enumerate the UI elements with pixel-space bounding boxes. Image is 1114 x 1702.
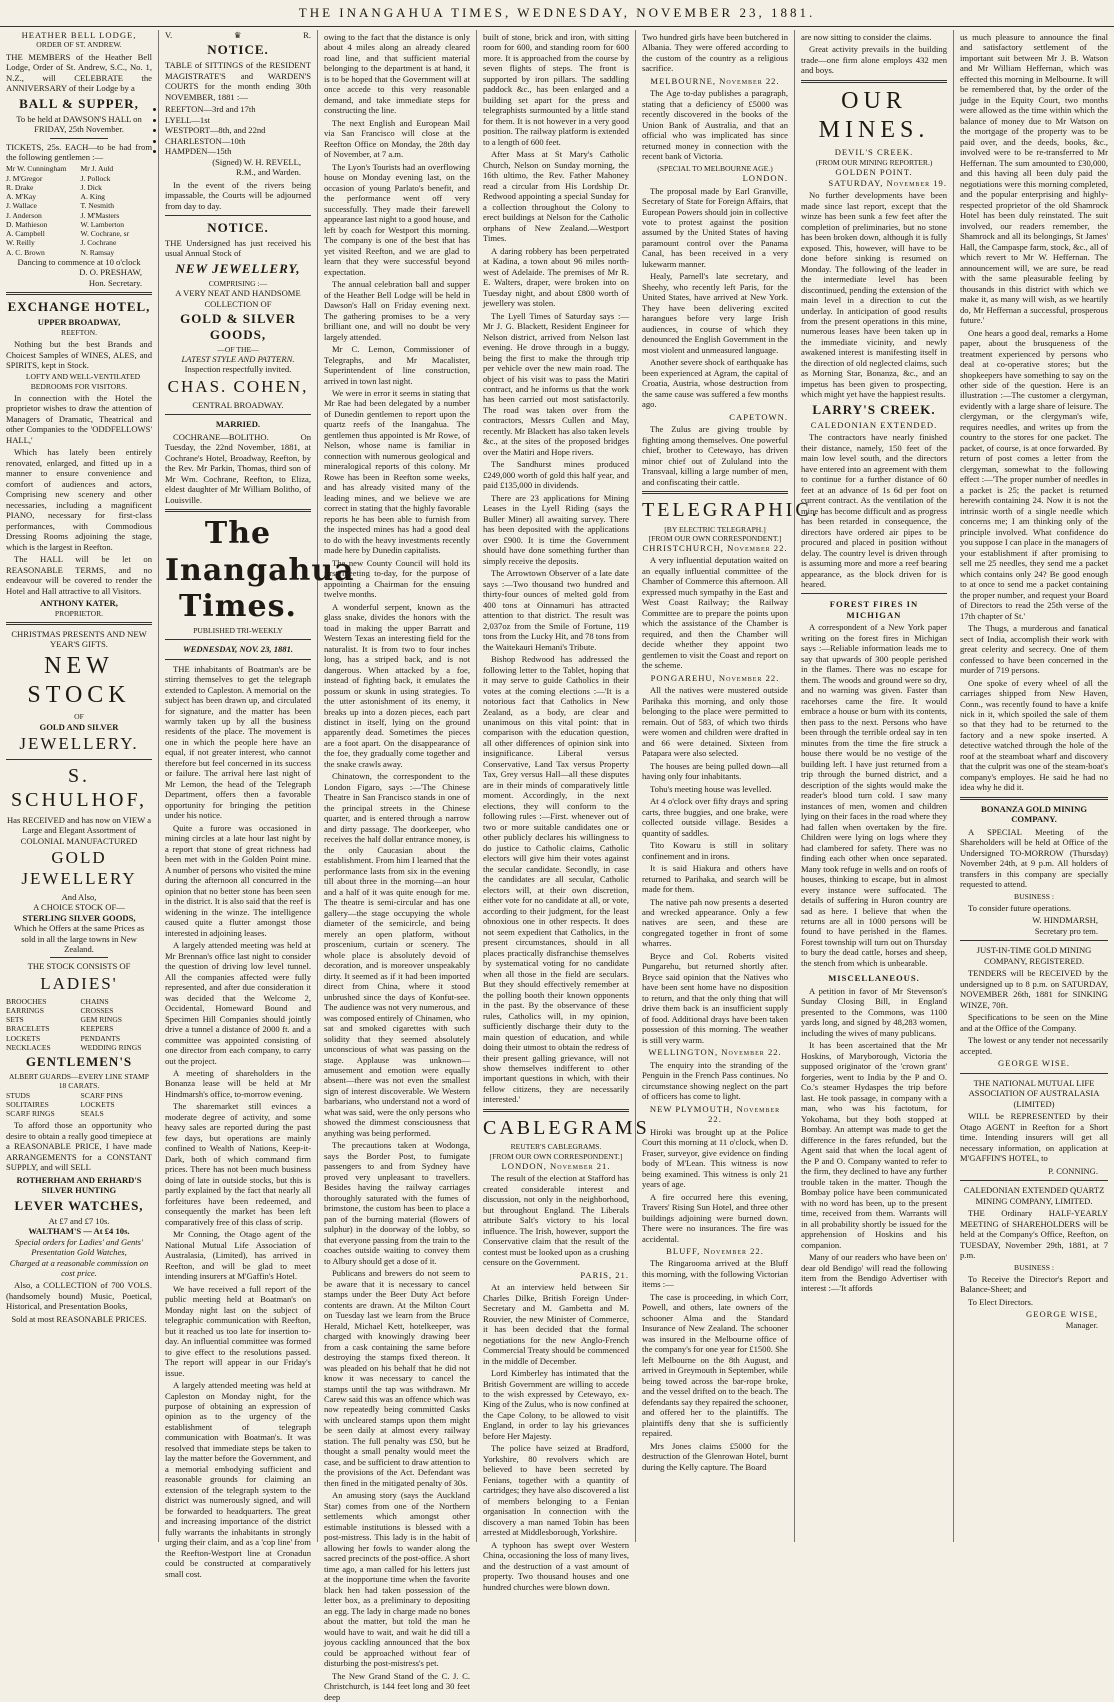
list-item: KEEPERS xyxy=(80,1024,114,1034)
divider xyxy=(165,659,311,660)
column-5 xyxy=(636,30,820,1542)
news-para: The new County Council will hold its first meeting to-day, for the purpose of appointing a Chairman for the ensuing twelve months. xyxy=(324,557,470,600)
special-label: (SPECIAL TO MELBOURNE AGE.) xyxy=(657,163,773,173)
dateline-london: LONDON. xyxy=(742,173,788,184)
sitting-item: • CHARLESTON—10th xyxy=(165,136,311,146)
news-para: Great activity prevails in the building trade—one firm alone employs 432 men and boys. xyxy=(801,44,947,76)
ladies-list xyxy=(6,997,152,1053)
electric-label: [BY ELECTRIC TELEGRAPH.] xyxy=(664,524,766,534)
news-para: Bryce and Col. Roberts visited Pungarehu, but returned shortly after. Bryce said opinion that the Natives who have been sent home have no disposition to return, and that the only thing that will drive them back is an insufficient supply of food. Additional drays have been taken possession of this morning. The weather is still very warm. xyxy=(642,950,788,1045)
special-orders: Special orders for Ladies' and Gents' Presentation Gold Watches, xyxy=(15,1236,143,1258)
news-para: A wonderful serpent, known as the glass snake, divides the honors with the toad in making the upper Barratt and Western Texas an interesting field for the naturalist. It is from two to four inches long, has a striped back, and is not dangerous. When attacked by a foe, instead of fighting back, it emulates the possum or skunk in using strategies. To the utter astonishment of its enemy, it breaks up into a dozen pieces, each part distinct in itself, lying on the ground apparently dead. Sometimes the pieces are a foot apart. On the disappearance of the foe, they gradually come together and the snake crawls away. xyxy=(324,601,470,769)
lodge-title: HEATHER BELL LODGE, xyxy=(21,30,137,40)
dateline-new-plymouth: NEW PLYMOUTH, November 22. xyxy=(649,1103,781,1125)
news-para: A petition in favor of Mr Stevenson's Sunday Closing Bill, in England presented to the Commons, was 1100 yards long, and signed by 48,283 women, including the wives of many publicans. xyxy=(801,985,947,1038)
lever-price: At £7 and £7 10s. xyxy=(48,1215,110,1226)
our-mines-heading: OUR MINES. xyxy=(818,87,930,144)
divider xyxy=(165,509,311,512)
mining-reporter-label: (FROM OUR MINING REPORTER.) xyxy=(815,157,933,167)
sittings-list xyxy=(165,104,311,156)
ad-para: Specifications to be seen on the Mine and at the Office of the Company. xyxy=(960,1012,1108,1033)
list-item: WEDDING RINGS xyxy=(80,1042,142,1052)
leader-para: The sharemarket still evinces a moderate degree of activity, and some heavy sales are reported during the past few days, but operations are mainly confined to Wealth of Nations, Keep-it-Dark, both of which command firm prices. There has not been much business doing of late in outside stocks, but this is partly explained by the fact that nearly all forfeitures have been redeemed, and consequently the market has been left comparatively free of this class of scrip. xyxy=(165,1101,311,1227)
dateline-london: LONDON, November 21. xyxy=(501,1160,611,1171)
signed: (Signed) W. H. REVELL, xyxy=(212,156,301,167)
miscellaneous-heading: MISCELLANEOUS. xyxy=(828,973,920,984)
just-in-time-heading: JUST-IN-TIME GOLD MINING COMPANY, REGISTERED. xyxy=(976,945,1092,966)
news-para: The Arrowtown Observer of a late date says :—Two thousand two hundred and thirty-four ounces of melted gold from 400 tons at Oinnamuri has attracted attention to that district. The result was 2,037oz from the Smile of Fortune, 119 tons from the Lucky Hit, and 78 tons from the Waitekauri Hemani's Tribute. xyxy=(483,568,629,652)
news-para: Many of our readers who have been on' dear old Bendigo' will read the following item from the Bendigo Advertiser with interest :—'It affords xyxy=(801,1252,947,1294)
news-para: The enquiry into the stranding of the Penguin in the French Pass continues. No circumstance showing neglect on the part of officers has come to light. xyxy=(642,1059,788,1102)
lodge-body: THE MEMBERS of the Heather Bell Lodge, Order of St. Andrew, S.C., No. 1, N.Z., will CELEBRATE the ANNIVERSARY of their Lodge by a xyxy=(6,51,152,94)
ladies-heading: LADIES' xyxy=(40,973,118,993)
sitting-item: • LYELL—1st xyxy=(165,115,311,125)
list-item: Mr W. Cunningham xyxy=(6,164,67,174)
golden-point-heading: GOLDEN POINT. xyxy=(835,167,913,178)
list-item: R. Drake xyxy=(6,182,34,192)
divider xyxy=(50,138,108,139)
running-head: THE INANGAHUA TIMES, WEDNESDAY, NOVEMBER 23, 1881. xyxy=(0,0,1114,27)
news-para: The houses are being pulled down—all having only four inhabitants. xyxy=(642,760,788,782)
news-para: Bishop Redwood has addressed the following letter to the Tablet, hoping that it may serve to guide Catholics in their votes at the coming elections :—'It is a notorious fact that Catholics in New Zealand, as a body, are clear and unanimous on this vital point: that in comparison with the education question, all other differences of opinion sink into insignificance. Liberal versus Conservative, Land Tax versus Property Tax, Grey versus Hall—all these disputes are in their minds of comparatively little moment. Accordingly, in the next elections, they will conform to the following rules :—First. whenever out of two or more suitable candidates one or other publicly declares his willingness to do justice to Catholic claims, Catholic electors will give him their votes against the secular candidate. Secondly, in case the candidates are all secular, Catholic electors will, at their own discretion, either vote for no candidate at all, or vote, according to their judgment, for the least obnoxious one in other respects. It does not seem expedient that Catholics, in the present circumstances, should in all places practically disfranchise themselves by systematical voting for no candidate when all those in the field are seculars. But they should effectively remember at the polling booth their known opponents in the past. By the observance of these rules, Catholics will, in my opinion, sufficiently discharge their duty to the main question of education, and while doing their utmost to obtain the redress of their present galling grievance, will not show themselves indifferent to other important questions in which, with their fellow citizens, they are necessarily interested.' xyxy=(483,654,629,1105)
leader-para: THE inhabitants of Boatman's are be stirring themselves to get the telegraph extended to Capleston. A memorial on the subject has been drawn up, and circulated for signature, and the matter has been warmly taken up by all the business residents of the place. The movement is one in which the people here have an equal, if not greater interest, who cannot therefore but feel concerned in its success or failure. The arrival here last night of Mr Lemon, the head of the Telegraph Department, offers then a favorable opportunity for bringing the petition under his notice. xyxy=(165,663,311,821)
leader-para: Quite a furore was occasioned in mining circles at a late hour last night by a report that stone of great richness had been met with in the Golden Point mine. A number of persons who visited the mine during the afternoon all concurred in the opinion that no better stone has been seen in the district. It is also said that the reef is widening in the winze. The intelligence caused quite a flutter amongst those interested in adjoining leases. xyxy=(165,822,311,938)
list-item: J. M'Gregor xyxy=(6,173,43,183)
news-para: The case is proceeding, in which Corr, Powell, and others, late owners of the schooner Alma and the Standard Insurance of New Zealand. The schooner was insured in the Melbourne office of the company's for one year for £1500. She left Melbourne on the 8th August, and arrived in Greymouth in September, while being towed across the bar-rope broke, and the vessel drifted on to the beach. The defendants say they repaired the schooner, and offered her to the plaintiffs. The plaintiffs deny that she is sufficiently repaired. xyxy=(642,1291,788,1439)
rotherham-heading: ROTHERHAM AND ERHARD'S xyxy=(16,1174,142,1185)
news-para: Two hundred girls have been butchered in Albania. They were offered according to the custom of the country as a religious sacrifice. xyxy=(642,32,788,74)
married-heading: MARRIED. xyxy=(215,419,261,430)
gentlemen-list xyxy=(6,164,152,257)
divider xyxy=(50,957,108,958)
vr-right: R. xyxy=(303,30,311,40)
divider xyxy=(483,1109,629,1112)
vr-left: V. xyxy=(165,30,173,40)
divider xyxy=(960,1073,1108,1074)
news-para: The Zulus are giving trouble by fighting among themselves. One powerful chief, brother to Cetewayo, has driven minor chief out of Zululand into the Transvaal, killing a large number of men, and confiscating their cattle. xyxy=(642,424,788,487)
hotel-para: In connection with the Hotel the proprietor wishes to draw the attention of Managers of Dramatic, Theatrical and other Companies to the 'ODDFELLOWS' HALL,' xyxy=(6,392,152,445)
leader-para: A largely attended meeting was held at Capleston on Monday night, for the purpose of obtaining an expression of opinion as to the urgency of the establishment of telegraph communication with Boatman's. It was resolved that immediate steps be taken to lay the matter before the Government, and a memorial embodying sufficient and reasonable grounds for claiming an extension of the telegraph system to the district was numerously signed, and will be forwarded to headquarters. The great and increasing importance of the district fully warrants the inhabitants in strongly urging their claim, and as a 'cop line' from the Reefton-Westport line at Cronadun could be constructed at comparatively small cost. xyxy=(165,1380,311,1579)
column-3 xyxy=(318,30,477,1702)
notice-heading: NOTICE. xyxy=(207,42,269,58)
dateline-paris: PARIS, 21. xyxy=(580,1269,629,1280)
news-para: The native pah now presents a deserted and wrecked appearance. Only a few natives are seen, and these are congregated together in front of some wharres. xyxy=(642,896,788,949)
news-para: Publicans and brewers do not seem to be aware that it is necessary to cancel stamps under the Beer Duty Act before contents are drawn. At the Milton Court on Tuesday last we learn from the Bruce Herald, Michael Kett, hotelkeeper, was charged with knowingly drawing beer from a cask containing the same before destroying the stamps fixed thereon. It was pleaded on his behalf that he did not know it was necessary to cancel the stamps until the tap was withdrawn. Mr Carew said this was an offence which was now repeatedly being committed Casks with uncleared stamps upon them might be seen daily at almost every railway station. The full penalty was £50, but he thought a small penalty would meet the case, and be sufficient to draw attention to the provisions of the Act. Defendant was then fined in the mitigated penalty of 30s. xyxy=(324,1268,470,1488)
bonanza-heading: BONANZA GOLD MINING COMPANY. xyxy=(981,803,1087,825)
lever-heading: LEVER WATCHES, xyxy=(14,1197,144,1213)
list-item: SEALS xyxy=(80,1109,104,1119)
news-para: The result of the election at Stafford has created considerable interest and discussion, not only in the neighborhood, but throughout England. The Liberals attribute Salt's victory to his local influence. The Irish, however, support the Conservative claim that the result of the contest must be looked upon as a crushing censure on the Government. xyxy=(483,1173,630,1268)
news-para: A typhoon has swept over Western China, occasioning the loss of many lives, and the destruction of a vast amount of property. Two thousand houses and one hundred churches were blown down. xyxy=(483,1539,629,1592)
ad-para: A SPECIAL Meeting of the Shareholders will be held at Office of the Undersigned TO-MORROW (Thursday) November 24th, at 9 p.m. All holders of transfers in this company are specially requested to attend. xyxy=(960,826,1108,890)
divider xyxy=(165,414,311,415)
divider xyxy=(6,759,152,760)
dancing-note: Dancing to commence at 10 o'clock xyxy=(17,256,141,267)
telegraphic-heading: TELEGRAPHIC. xyxy=(642,499,820,522)
latest-label: LATEST STYLE AND PATTERN. xyxy=(181,354,295,364)
list-item: J. M'Masters xyxy=(80,210,120,220)
hotel-para: Which has lately been entirely renovated, enlarged, and fitted up in a manner to ensure convenience and comfort of audiences and actors, Comprising new scenery and other necessaries, including a magnificent PIANO, necessary for first-class performances, with Commodious Dressing Rooms adjoining the stage, which is the largest in Reefton. xyxy=(6,447,152,552)
news-para: After Mass at St Mary's Catholic Church, Nelson on Sunday morning, the 16th ultimo, the Rev. Father Mahoney read a circular from His Lordship Dr. Redwood appointing a special Sunday for a collection throughout the Colony to erect buildings at Nelson for the Catholic orphans of New Zealand.—Westport Times. xyxy=(483,149,629,244)
list-item: N. Ramsay xyxy=(80,247,115,257)
list-item: D. Mathieson xyxy=(6,219,48,229)
list-item: T. Nesmith xyxy=(80,201,115,211)
business-label: BUSINESS : xyxy=(1014,891,1054,901)
list-item: Mr J. Auld xyxy=(80,164,114,174)
list-item: J. Pollock xyxy=(80,173,111,183)
stock-consists: THE STOCK CONSISTS OF xyxy=(27,961,131,972)
hotel-town: REEFTON. xyxy=(61,327,97,337)
news-para: There are 23 applications for Mining Leases in the Lyell Riding (says the Buller Miner) all awaiting survey. There has been deposited with the applications over £900. It is time the Government should have done something further than simply receive the deposits. xyxy=(483,492,629,566)
news-para: A very influential deputation waited on an equally influential committee of the Chamber of Commerce this afternoon. All expressed much sympathy in the East and West Coast Railway; the Railway Committee are to prepare the points upon which the assistance of the Chamber is required, and then the Chamber will decide whether they appoint two gentlemen to visit the Coast and report on the scheme. xyxy=(642,555,788,671)
news-para: At an interview held between Sir Charles Dilke, British Foreign Under-Secretary and M. Gambetta and M. Rouvier, the new Minister of Commerce, it has been decided that the formal negotiations for the new Anglo-French Commercial Treaty should be commenced in the middle of December. xyxy=(483,1282,629,1366)
rivers-text: In the event of the rivers being impassable, the Courts will be adjourned from day to day. xyxy=(165,179,311,211)
list-item: BRACELETS xyxy=(6,1024,50,1034)
paper-title: The Inangahua Times. xyxy=(165,516,355,625)
news-para: The Lyon's Tourists had an overflowing house on Monday evening last, on the occasion of young Parlato's benefit, and the performance went off very successfully. They made their farewell appearance last night to a good house, and left by coach for Westport this morning. The company is one of the best that has yet visited Reefton, and we are glad to learn that they were successful beyond expectation. xyxy=(324,161,470,277)
ball-venue: To be held at DAWSON'S HALL on FRIDAY, 25th November. xyxy=(16,113,142,135)
news-para: An amusing story (says the Auckland Star) comes from one of the Northern settlements which amongst other estimable institutions is blessed with a post-mistress. This lady is in the habit of allowing her fowls to wander along the sacred precincts of the post-office. A short time ago, a man called for his letters just at the inopportune time when the favorite black hen had taken possession of the letter box, as a preliminary to depositing an egg. The lady in charge made no bones about the matter, but told the man he would have to wait, and wait he did till a joyous cackling announced that the box could be approached without fear of disturbing the post-mistress's pet. xyxy=(324,1490,470,1669)
gold-jewellery-heading: GOLD JEWELLERY xyxy=(21,848,137,888)
news-para: A correspondent of a New York paper writing on the forest fires in Michigan says :—Reliable information leads me to say that upwards of 300 people perished in the flames. There was no escape for them. The woods and ground were so dry, and no warning was given. Faster than racehorses came the fire. It would embrace a house or burn with its contents, then pass to the next. Persons who have been through the terrible ordeal say in ten minutes from the time the fire struck a house there would be no vestige of the building left. I have just returned from a trip through the burned district, and a description of the sights would make the reader's blood turn cold. I saw many instances of men, women and children lying on their faces in the road where they had fallen when overtaken by the fire. Children were lying on logs where they had clambered for safety. There was no finding each other when once separated. Many took refuge in wells and on roofs of houses, thinking to escape, but in almost every instance were suffocated. The details of suffering in Huron country are sad as here. I believe that when the returns are all in 1000 persons will be found to have perished in the flames. Forest township will turn out on Thursday to bury the dead cattle, horses and sheep, the stench from which is unbearable. xyxy=(801,622,947,968)
news-para: The contractors have nearly finished their distance, namely, 150 feet of the main low level south, and the directors have entered into an agreement with them to continue for a further distance of 60 feet at an advance of 1s 6d per foot on current contract. As the ventilation of the mine has become difficult and as progress has been retarded in consequence, the directors have ordered air pipes to be procured and placed in position without delay. The country level is driven through is assuming more and more a reef bearing appearance, as the block driven for is heared. xyxy=(801,432,947,589)
news-para: built of stone, brick and iron, with sitting room for 600, and standing room for 600 more. It is approached from the course by seven flights of steps. The front is supported by iron pillars. The saddling paddock &c., has been enlarged and a building set apart for the press and telegraphists surmounted by a little stand for them. It is not however in a very good position. The railway platform is extended to a length of 600 feet. xyxy=(483,32,629,147)
hotel-street: UPPER BROADWAY, xyxy=(37,317,121,328)
list-item: J. Wallace xyxy=(6,201,37,211)
dateline-melbourne: MELBOURNE, November 22. xyxy=(650,75,780,86)
hindmarsh-name: W. HINDMARSH, xyxy=(1032,915,1098,926)
new-stock-heading: NEW STOCK xyxy=(27,652,131,709)
wise-signature: GEORGE WISE, xyxy=(1026,1309,1098,1320)
news-para: One spoke of every wheel of all the carriages shipped from New Haven, Conn., was recently found to have a knife nick in it, which spoiled the sale of them so that they had to be returned to the factory and a new spoke inserted. A detective watched through the hole of the roof at the steamboat wharf and discovery that the culprit was one of the steam-boat's company's employes. He said he had no idea why he did it. xyxy=(960,677,1108,793)
national-mutual-heading: THE NATIONAL MUTUAL LIFE ASSOCIATION OF AUSTRALASIA (LIMITED) xyxy=(968,1077,1100,1109)
gentlemens-heading: GENTLEMEN'S xyxy=(25,1054,133,1070)
jewellery-heading: JEWELLERY. xyxy=(19,734,139,754)
list-item: SCARF PINS xyxy=(80,1090,123,1100)
conning-signature: P. CONNING. xyxy=(1048,1165,1098,1176)
ad-para: To Receive the Director's Report and Balance-Sheet; and xyxy=(960,1273,1108,1295)
list-item: CHAINS xyxy=(80,996,109,1006)
secretary-name: D. O. PRESHAW, xyxy=(79,267,142,278)
sold-text: Sold at most REASONABLE PRICES. xyxy=(11,1313,147,1324)
ad-para: WILL be REPRESENTED by their Otago AGENT in Reefton for a Short time. Intending insurers will get all necessary information, on application at M'GAFFIN'S HOTEL, to xyxy=(960,1111,1108,1164)
notice-heading: NOTICE. xyxy=(207,220,269,236)
list-item: A. M'Kay xyxy=(6,192,37,202)
gentlemen-right xyxy=(80,164,152,257)
news-para: Another severe shock of earthquake has been experienced at Agram, the capital of Croatia, Austria, whose destruction from the same cause was suffered a few months ago. xyxy=(642,357,788,410)
news-para: A daring robbery has been perpetrated at Kadina, a town about 96 miles north-west of Adelaide. The premises of Mr R. E. Walters, draper, were broken into on Tuesday night, and about £800 worth of jewellery was stolen. xyxy=(483,245,629,309)
list-item: STUDS xyxy=(6,1090,31,1100)
dateline-capetown: CAPETOWN. xyxy=(729,411,788,422)
inspection-label: Inspection respectfully invited. xyxy=(184,364,292,375)
business-label: BUSINESS : xyxy=(1014,1262,1054,1272)
sitting-item: • HAMPDEN—15th xyxy=(165,146,311,156)
caledonian-ext-heading: CALEDONIAN EXTENDED QUARTZ MINING COMPANY, LIMITED. xyxy=(963,1185,1105,1206)
gold-silver-heading: GOLD AND SILVER xyxy=(39,721,119,732)
sitting-item: • WESTPORT—8th, and 22nd xyxy=(165,125,311,135)
list-item: PENDANTS xyxy=(80,1033,121,1043)
news-para: It has been ascertained that the Mr Hoskins, of Maryborough, Victoria the supposed originator of the 'crown grant' forgeries, went to India by the P and O. Co.'s steamer Hydaspes the trip before last. He took passage, in company with a man, who was his factotum, for Yokohama, but they both stopped at Bombay. An attempt was made to get the difference in the fares refunded, but the Agent said that when the local agent of the P and O. Company wanted to refer to the firm, they declined to have any further trouble taken in the matter. Though the Bombay police have been communicated with no word has been, up to the present time, received from them. Warrants will in all probability shortly be issued for the apprehension of Hoskins and his companion. xyxy=(801,1040,947,1250)
waltham-line: WALTHAM'S — At £4 10s. xyxy=(28,1226,130,1237)
collection-label: A VERY NEAT AND HANDSOME COLLECTION OF xyxy=(175,288,301,309)
schulhof-text: Has RECEIVED and has now on VIEW a Large and Elegant Assortment of xyxy=(6,814,152,836)
list-item: SOLITAIRES xyxy=(6,1099,49,1109)
dateline-bluff: BLUFF, November 22. xyxy=(666,1246,764,1256)
divider xyxy=(960,940,1108,941)
leader-para: We have received a full report of the public meeting held at Boatman's on Monday night last on the subject of telegraphic communication with Reefton, but it reached us too late for insertion to-day. An influential committee was formed to give effect to the resolutions passed. The report will appear in our Friday's issue. xyxy=(165,1283,311,1378)
news-para: The precautions taken at Wodonga, says the Border Post, to fumigate passengers to and from Sydney have proved very unpleasant to travellers. Besides having the railway carriages thoroughly saturated with the fumes of brimstone, the custom has been to place a pan of the burning material (flowers of sulphur) in the doorway of the lobby, so that everyone passing from the train to the coaches outside waiting to convey them to Albury should get a dose of it. xyxy=(324,1140,470,1266)
list-item: J. Cochrane xyxy=(80,238,117,248)
devils-creek-heading: DEVIL'S CREEK. xyxy=(834,147,914,158)
list-item: LOCKETS xyxy=(80,1099,115,1109)
of-label: OF xyxy=(74,712,84,722)
comprising-label: COMPRISING :— xyxy=(208,278,268,288)
list-item: A. King xyxy=(80,192,105,202)
tickets-text: TICKETS, 25s. EACH—to be had from the following gentlemen :— xyxy=(6,141,152,162)
divider xyxy=(6,292,152,295)
news-para: All the natives were mustered outside Parihaka this morning, and only those belonging to the place were permitted to remain. Out of 583, of which two thirds were women and children were drafted in and 66 were detained. Sixteen from Patapara were also selected. xyxy=(642,685,788,759)
news-para: Lord Kimberley has intimated that the British Government are willing to accede to the wish expressed by Cetewayo, ex-King of the Zulus, who is now confined at the Cape Colony, to be allowed to visit England, in order to lay his grievances before Her Majesty. xyxy=(483,1368,629,1441)
cohen-address: CENTRAL BROADWAY. xyxy=(192,399,284,410)
list-item: BROOCHES xyxy=(6,996,47,1006)
list-item: J. Dick xyxy=(80,182,102,192)
gold-goods-heading: GOLD & SILVER GOODS, xyxy=(180,311,296,342)
ad-para: To Elect Directors. xyxy=(968,1296,1034,1307)
hotel-owner-title: PROPRIETOR. xyxy=(54,608,104,618)
new-jewellery-heading: NEW JEWELLERY, xyxy=(175,260,301,276)
news-para: Chinatown, the correspondent to the London Figaro, says :—'The Chinese Theatre in San Francisco stands in one of the principal streets in the Chinese quarter, and is entered through a narrow and dirty passage. The doorkeeper, who receives the half dollar entrance money, is the only Caucasian about the establishment. From him I learned that the performance lasts from six in the evening till about three in the morning—an hour and a half of it was quite enough for me. The theatre is semi-circular and has one gallery—the stage occupying the whole diameter of the semicircle, and being merely an open platform, without proscenium, curtain or scenery. The whole place is absolutely devoid of decoration, and is moreover unspeakably dirty. It seemed as if it had been imported direct from China, where it stood unbrushed since the days of Konfut-see. The audience was not very numerous, and was composed entirely of Chinamen, who sat and smoked cigarettes with such solidity that they seemed absolutely unconscious of what was passing on the stage. Applause was unknown—amusement and emotion were equally absent—there was not even the smallest sign of interest discoverable. We Western barbarians, who understand not a word of what was said, were the only persons who showed the dimmest consciousness that anything was being performed. xyxy=(324,771,470,1138)
list-item: CROSSES xyxy=(80,1005,114,1015)
dateline-saturday: SATURDAY, November 19. xyxy=(828,177,947,188)
column-1 xyxy=(0,30,159,1542)
silver-hunting-heading: SILVER HUNTING xyxy=(41,1185,117,1196)
divider xyxy=(165,215,311,216)
list-item: EARRINGS xyxy=(6,1005,44,1015)
cohen-heading: CHAS. COHEN, xyxy=(167,376,309,396)
list-item: J. Anderson xyxy=(6,210,42,220)
list-item: LOCKETS xyxy=(6,1033,41,1043)
leader-para: A meeting of shareholders in the Bonanza lease will be held at Mr Hindmarsh's office, to-morrow evening. xyxy=(165,1067,311,1099)
news-para: The New Grand Stand of the C. J. C. Christchurch, is 144 feet long and 30 feet deep xyxy=(324,1670,470,1702)
hotel-para: Nothing but the best Brands and Choicest Samples of WINES, ALES, and SPIRITS, kept in Stock. xyxy=(6,339,152,370)
news-para: us much pleasure to announce the final and satisfactory settlement of the important suit between Mr J. B. Watson and Mr William Heffernan, which was effected this morning in Melbourne. It will be remembered that, by the order of the judge in the Equity Court, two months were allowed as the time within which the balance of money due to Mr Watson on the mortgage of the property was to be paid over, and the deeds, books, &c., involved were to be re-transferred to Mr Heffernan. The sum amounted to £30,000, and this having all been duly paid the negotiations were this morning completed, and the popular enterprising and highly-respected proprietor of the old Shamrock Hotel has been duly reinstated. The suit involved, our readers remember, the Shamrock and all its belongings, St James' Hall, the Campaspe farm, stock, &c., all of which revert to Mr W. Heffernan. The announcement will, we are sure, be read with the same pleasurable feeling by thousands in this district with which we make it, as many will wish, as we heartily do, Mr Heffernan a successful, prosperous future.' xyxy=(960,32,1108,326)
schulhof-heading: S. SCHULHOF, xyxy=(11,764,147,812)
list-item: W. Cochrane, sr xyxy=(80,229,130,239)
colonial-heading: COLONIAL MANUFACTURED xyxy=(20,835,138,846)
collection-text: Also, a COLLECTION of 700 VOLS. (handsomely bound) Music, Poetical, Historical, and Presentation Books, xyxy=(6,1280,152,1312)
news-para: The police have seized at Bradford, Yorkshire, 80 revolvers which are believed to have been secreted by Fenians, together with a quantity of cartridges; they have also discovered a list of members belonging to a Fenian organisation In connection with the discovery a man named Tobin has been arrested at Middlesborough, Yorkshire. xyxy=(483,1443,629,1538)
notice-body: TABLE of SITTINGS of the RESIDENT MAGISTRATE'S and WARDEN'S COURTS for the month ending 30th NOVEMBER, 1881 :— xyxy=(165,60,311,102)
alberts-text: ALBERT GUARDS—EVERY LINE STAMP 18 CARATS. xyxy=(8,1072,150,1091)
gents-left xyxy=(6,1091,78,1119)
news-para: are now sitting to consider the claims. xyxy=(801,32,932,42)
column-4 xyxy=(477,30,650,1592)
ad-para: To consider future operations. xyxy=(968,903,1071,913)
list-item: W. Reilly xyxy=(6,238,35,248)
column-2 xyxy=(159,30,355,1579)
ad-para: THE Ordinary HALF-YEARLY MEETING of SHAREHOLDERS will be held at the Company's Office, Reefton, on TUESDAY, November 29th, 1881, at 7 p.m. xyxy=(960,1208,1108,1261)
column-7 xyxy=(954,30,1114,1542)
wise-title: Manager. xyxy=(1065,1319,1098,1330)
news-para: One hears a good deal, remarks a Home paper, about the brusqueness of the treatment experienced by persons who deal at co-operative stores; but the shopkeepers have something to say on the other side of the question. Here is an illustration :—The customer a clergyman, evidently with a large share of leisure. The clergyman, or the clergyman's wife, requires needles, and writes up from the country to the stores for one packet. The packet, of course, is at once forwarded. By return of post comes a letter from the clergyman, somewhat to the following effect :—'The proper number of needles in a packet is 25; the packet is returned herewith containing 24. Now it is not the intrinsic worth of a single needle which concerns me; I am thinking only of the principle involved. What confidence do you suppose I can place in the managers of your establishment if after promising to sell me 25 needles, they send me a packet which contains only 24? Be good enough to at once to send me a packet containing the proper number, and request your Board of Directors to read the 25th verse of the 17th chapter of St.' xyxy=(960,327,1108,621)
dateline: WEDNESDAY, NOV. 23, 1881. xyxy=(182,644,294,655)
news-para: We were in error it seems in stating that Mr Rae had been delegated by a number of Dunedin gentlemen to report upon the quartz reefs of the Inangahua. The gentlemen thus appointed is Mr Rowe, of Nelson, whose name is familiar in connection with numerous geological and mineralogical reports of this colony. Mr Rowe has been in Reefton some weeks, and has already visited many of the leading mines, and we believe we are correct in stating that the highly favorable reports he has been able to furnish from the inspected mines has had a good deal to do with the heavy investments recently made here by Dunedin capitalists. xyxy=(324,387,470,556)
choice-label: A CHOICE STOCK OF— xyxy=(33,902,125,913)
sterling-heading: STERLING SILVER GOODS, xyxy=(22,912,136,923)
lodge-subtitle: ORDER OF ST. ANDREW. xyxy=(36,40,122,50)
reuters-label: REUTER'S CABLEGRAMS. xyxy=(510,1142,602,1152)
news-para: Hiroki was brought up at the Police Court this morning at 11 o'clock, when D. Fraser, surveyor, give evidence on finding body of M'Lean. This witness is now being examined. This witness is only 21 years of age. xyxy=(642,1126,788,1190)
dateline-wellington: WELLINGTON, November 22. xyxy=(648,1047,782,1058)
news-para: The proposal made by Earl Granville, Secretary of State for Foreign Affairs, that European Powers should join in collective vote to protest against the position assumed by the United States of having paramount control over the Panama Canal, has been received in a very lukewarm manner. xyxy=(642,185,788,269)
leader-para: A largely attended meeting was held at Mr Brennan's office last night to consider the question of driving low level tunnel. All the companies affected were fully represented, and after due consideration it was decided that the Welcome 2, Occidental, Homeward Bound and Specimen Hill Companies should jointly drive a tunnel a distance of 2000 ft. and a committee was appointed consisting of one director from each company, to carry out the project. xyxy=(165,940,311,1066)
divider xyxy=(801,80,947,83)
news-para: Mr C. Lemon, Commissioner of Telegraphs, and Mr Macalister, Superintendent of line construction, arrived in town last night. xyxy=(324,344,470,386)
sterling-text: Which he Offers at the same Prices as sold in all the large towns in New Zealand. xyxy=(13,923,145,954)
forest-fires-heading: FOREST FIRES IN MICHIGAN xyxy=(829,599,919,620)
published-label: PUBLISHED TRI-WEEKLY xyxy=(193,625,283,635)
news-para: The Ringarooma arrived at the Bluff this morning, with the following Victorian items :— xyxy=(642,1258,788,1290)
news-para: The next English and European Mail via San Francisco will close at the Reefton Office on Monday, the 28th day of November, at 7 a.m. xyxy=(324,117,470,160)
gents-right xyxy=(80,1091,152,1119)
wise-signature: GEORGE WISE. xyxy=(998,1058,1070,1069)
cablegrams-heading: CABLEGRAMS xyxy=(483,1116,650,1139)
vr-line xyxy=(165,30,311,40)
news-para: A fire occurred here this evening, Travers' Rising Sun Hotel, and three other buildings adjoining were burned down. There were no insurances. The fire was accidental. xyxy=(642,1191,788,1244)
news-para: The Sandhurst mines produced £249,000 worth of gold this half year, and paid £135,000 in dividends. xyxy=(483,459,629,491)
of-the-label: —OF THE— xyxy=(217,344,259,354)
xmas-heading: CHRISTMAS PRESENTS AND NEW YEAR'S GIFTS. xyxy=(11,628,147,650)
hotel-para: The HALL will be let on REASONABLE TERMS, and no endeavour will be covered to render the Hotel and Hall attractive to all Visitors. xyxy=(6,554,152,596)
list-item: NECKLACES xyxy=(6,1042,51,1052)
sitting-item: • REEFTON—3rd and 17th xyxy=(165,104,311,114)
also-label: And Also, xyxy=(61,891,97,902)
afford-text: To afford those an opportunity who desire to obtain a really good timepiece at a REASONABLE PRICE, I have made ARRANGEMENTS for a CONSTANT SUPPLY, and will SELL xyxy=(6,1120,152,1173)
news-para: The Age to-day publishes a paragraph, stating that a deficiency of £5000 was recently discovered in the books of the Union Bank of Australia, and that an official who was implicated has since returned money in connection with the recent bank of Victoria. xyxy=(642,88,788,162)
divider xyxy=(642,491,788,494)
gentlemen-left xyxy=(6,164,78,257)
married-body: COCHRANE—BOLITHO. On Tuesday, the 22nd November, 1881, at Cochrane's Hotel, Broadway, Reefton, by the Rev. Mr Parkin, Thomas, third son of Mr Wm. Cochrane, Reefton, to Eliza, eldest daughter of Mr William Bolitho, of Louisville. xyxy=(165,431,311,505)
ladies-right xyxy=(80,997,152,1053)
signed-title: R.M., and Warden. xyxy=(235,167,301,178)
news-para: The Lyell Times of Saturday says :—Mr J. G. Blackett, Resident Engineer for Nelson district, arrived from Nelson last evening. He drove through in a buggy, being the first to make the through trip per vehicle over the new main road. The object of his visit was to pass the Matiri contract, and he informs us that the work has been carried out most satisfactorily. The road was taken over from the contractors, Messrs Cullen and May, recently. Mr Blackett has also taken levels &c., at the sites of the proposed bridges over the Matiri and Hope rivers. xyxy=(483,310,629,457)
charged-text: Charged at a reasonable commission on cost price. xyxy=(9,1257,149,1278)
divider xyxy=(165,639,311,640)
hindmarsh-title: Secretary pro tem. xyxy=(1034,925,1098,936)
ad-para: The lowest or any tender not necessarily accepted. xyxy=(960,1035,1108,1056)
larrys-creek-heading: LARRY'S CREEK. xyxy=(812,401,936,417)
news-para: No further developments have been made since last report, except that the winze has been sunk a few feet after the completion of preliminaries, but no stone has been broken down, although it is fully exposed. This, however, will have to be done before sinking is resumed on Monday. The following of the leader in the intermediate level has been discontinued, pending the extension of the main level in a direction to cut the underlay. In anticipation of good results from the present operations in this mine, numerous leases have been taken up in the immediate vicinity, and newly awakened interest is manifesting itself in the direction of old neglected claims, such as Morning Star, Bonanza, &c., and an impetus has been given to prospecting, which might yet have the happiest results. xyxy=(801,190,947,400)
news-para: At 4 o'clock over fifty drays and spring carts, three buggies, and one brake, were collected outside village. Besides a quantity of saddles. xyxy=(642,796,788,838)
ladies-left xyxy=(6,997,78,1053)
hotel-owner: ANTHONY KATER, xyxy=(40,598,118,609)
news-para: Healy, Parnell's late secretary, and Sheehy, who recently left Paris, for the United States, have arrived at New York. They have been delivering excited harangues before very large Irish audiences, in course of which they denounced the English Government in the most violent and unmeasured language. xyxy=(642,271,788,355)
news-para: The annual celebration ball and supper of the Heather Bell Lodge will be held in Dawson's Hall on Friday evening next. The gathering promises to be a very brilliant one, and will no doubt be very largely attended. xyxy=(324,279,470,342)
hotel-title: EXCHANGE HOTEL, xyxy=(7,299,151,315)
divider xyxy=(960,1180,1108,1181)
correspondent-label: [FROM OUR OWN CORRESPONDENT.] xyxy=(648,533,782,543)
notice-body: THE Undersigned has just received his usual Annual Stock of xyxy=(165,237,311,259)
gents-list xyxy=(6,1091,152,1119)
column-6 xyxy=(795,30,954,1542)
dateline-chch: CHRISTCHURCH, November 22. xyxy=(642,543,788,553)
caledonian-heading: CALEDONIAN EXTENDED. xyxy=(810,419,938,430)
news-para: Tito Kowaru is still in solitary confinement and in irons. xyxy=(642,840,788,861)
list-item: A. Campbell xyxy=(6,229,45,239)
divider xyxy=(801,593,947,594)
leader-para: Mr Conning, the Otago agent of the National Mutual Life Association of Australasia, (Limited), has arrived in Reefton, and will be glad to meet intending insurers at M'Gaffin's Hotel. xyxy=(165,1229,311,1282)
ball-heading: BALL & SUPPER, xyxy=(19,95,139,111)
list-item: SETS xyxy=(6,1015,24,1025)
list-item: W. Lamberton xyxy=(80,219,125,229)
dateline-pungarehu: PONGAREHU, November 22. xyxy=(650,672,780,683)
list-item: GEM RINGS xyxy=(80,1015,123,1025)
correspondent-label: [FROM OUR OWN CORRESPONDENT.] xyxy=(489,1151,623,1161)
news-para: The Thugs, a murderous and fanatical sect of India, accomplish their work with great celerity and secrecy. One of them confessed to have been concerned in the murder of 719 persons. xyxy=(960,623,1108,676)
news-para: Tohu's meeting house was levelled. xyxy=(650,783,772,794)
crown-icon: ♛ xyxy=(233,30,242,40)
news-para: It is said Hiakura and others have returned to Parihaka, and search will be made for them. xyxy=(642,863,788,895)
divider xyxy=(960,797,1108,800)
secretary-title: Hon. Secretary. xyxy=(88,277,142,288)
divider xyxy=(6,622,152,625)
list-item: A. C. Brown xyxy=(6,247,45,257)
news-para: owing to the fact that the distance is only about 4 miles along an already cleared road line, and that sufficient material belonging to the department is at hand, it is to be hoped that the Government will at once accede to this very reasonable demand, and take immediate steps for constructing the line. xyxy=(324,32,470,116)
hotel-para: LOFTY AND WELL-VENTILATED BEDROOMS FOR VISITORS. xyxy=(25,372,141,391)
ad-para: TENDERS will be RECEIVED by the undersigned up to 8 p.m. on SATURDAY, NOVEMBER 26th, 1881 for SINKING WINZE, 70ft. xyxy=(960,968,1108,1010)
news-para: Mrs Jones claims £5000 for the destruction of the Glenrowan Hotel, burnt during the Kelly capture. The Board xyxy=(642,1440,788,1472)
list-item: SCARF RINGS xyxy=(6,1109,55,1119)
